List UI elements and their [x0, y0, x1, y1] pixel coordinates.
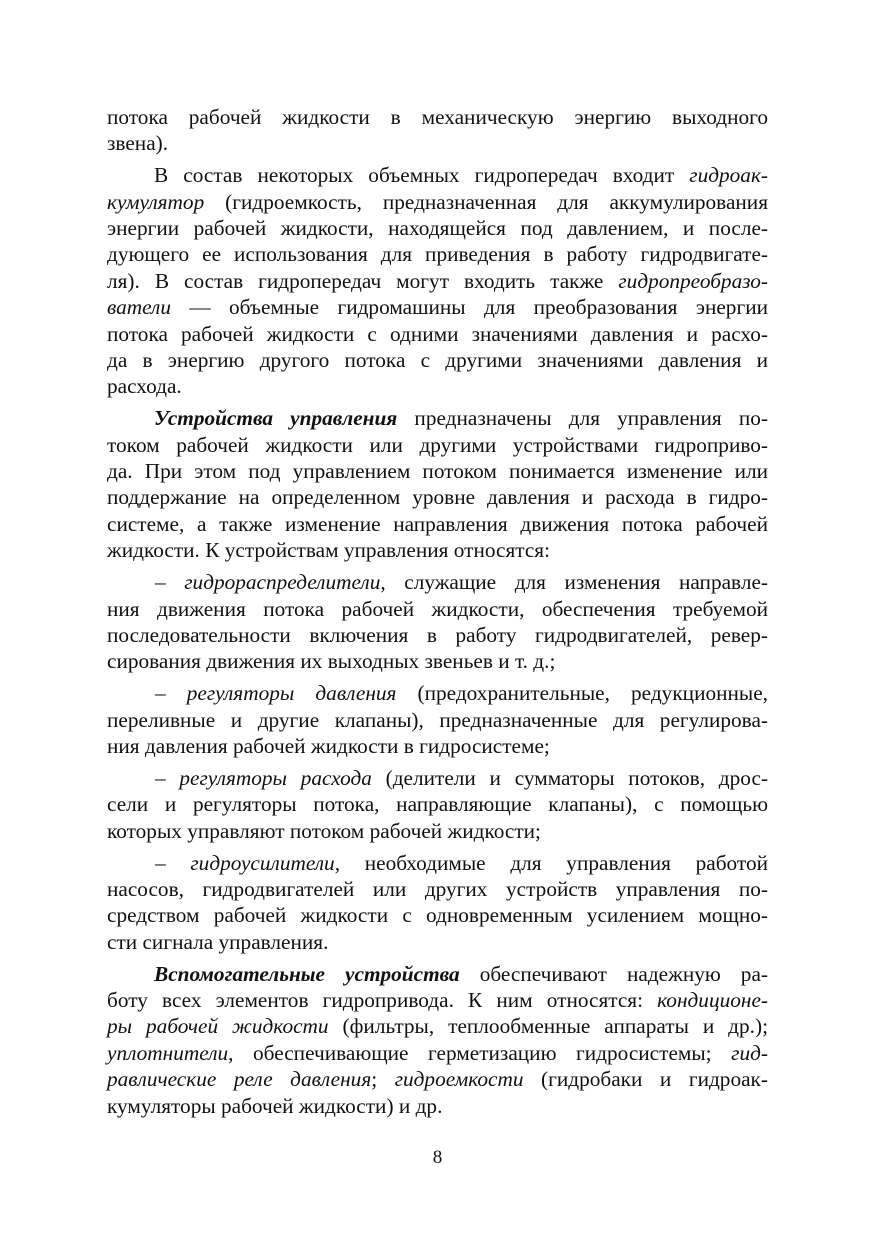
- term-gidroakkumulyator: гидроак-: [689, 163, 768, 188]
- text-line: ля). В состав гидропередач могут входить также гидропреобразо-: [107, 268, 768, 293]
- list-item-gidrousiliteli: [107, 850, 768, 956]
- text-line: ватели — объемные гидромашины для преобразования энергии: [107, 295, 768, 320]
- term-gidrousiliteli: гидроусилители: [190, 850, 335, 875]
- text-line: Вспомогательные устройства обеспечивают надежную ра-: [154, 961, 768, 986]
- text-line: дующего ее использования для приведения в работу гидродвигате-: [107, 242, 768, 267]
- section-term-control-devices: Устройства управления: [154, 406, 398, 431]
- text-line: сели и регуляторы потока, направляющие клапаны), с помощью: [107, 792, 768, 817]
- text-line: кумулятор (гидроемкость, предназначенная для аккумулирования: [107, 189, 768, 214]
- term-gidroakkumulyator: кумулятор: [107, 189, 205, 214]
- text-line: – регуляторы расхода (делители и сумматоры потоков, дрос-: [155, 765, 768, 790]
- page-number: 8: [432, 1147, 443, 1168]
- text-line: насосов, гидродвигателей или других устройств управления по-: [107, 876, 768, 901]
- list-item-flow-regulators: [107, 765, 768, 844]
- list-item-pressure-regulators: [107, 680, 768, 759]
- text-line: ры рабочей жидкости (фильтры, теплообменные аппараты и др.);: [107, 1014, 768, 1039]
- text-line: током рабочей жидкости или другими устройствами гидроприво-: [107, 432, 768, 457]
- text-line: да. При этом под управлением потоком понимается изменение или: [107, 459, 768, 484]
- paragraph-2: [107, 162, 768, 400]
- text-line: переливные и другие клапаны), предназначенные для регулирова-: [107, 707, 768, 732]
- text-line: средством рабочей жидкости с одновременным усилением мощно-: [107, 903, 768, 928]
- text-line: ния давления рабочей жидкости в гидросистеме;: [107, 733, 550, 758]
- text-line: энергии рабочей жидкости, находящейся под давлением, и после-: [107, 216, 768, 241]
- text-line: боту всех элементов гидропривода. К ним относятся: кондиционе-: [107, 988, 768, 1012]
- text-line: кумуляторы рабочей жидкости) и др.: [107, 1093, 443, 1118]
- text-line: – регуляторы давления (предохранительные, редукционные,: [155, 681, 768, 706]
- term-pressure-relays: равлические реле давления: [107, 1067, 372, 1092]
- text-line: которых управляют потоком рабочей жидкости;: [107, 818, 541, 843]
- term-gidroraspredeliteli: гидрораспределители: [184, 570, 381, 595]
- text-line: да в энергию другого потока с другими значениями давления и: [107, 348, 768, 373]
- term-pressure-regulators: регуляторы давления: [186, 681, 397, 706]
- text-line: сти сигнала управления.: [107, 929, 329, 954]
- text-line: уплотнители, обеспечивающие герметизацию гидросистемы; гид-: [107, 1040, 768, 1065]
- text-line: – гидрораспределители, служащие для изменения направле-: [155, 570, 768, 595]
- term-flow-regulators: регуляторы расхода: [179, 765, 372, 790]
- term-tanks: гидроемкости: [394, 1067, 524, 1092]
- text-line: сирования движения их выходных звеньев и т. д.;: [107, 649, 556, 674]
- term-gidropreobrazovateli: гидропреобразо-: [618, 268, 768, 293]
- text-line: потока рабочей жидкости с одними значениями давления и расхо-: [107, 321, 768, 346]
- paragraph-1: [107, 104, 768, 157]
- text-line: Устройства управления предназначены для управления по-: [154, 406, 768, 431]
- term-pressure-relays: гид-: [731, 1040, 768, 1065]
- term-conditioners: ры рабочей жидкости: [107, 1014, 329, 1039]
- term-gidropreobrazovateli: ватели: [107, 295, 171, 320]
- term-seals: уплотнители: [107, 1040, 229, 1065]
- text-line: В состав некоторых объемных гидропередач входит гидроак-: [154, 163, 768, 188]
- text-line: потока рабочей жидкости в механическую энергию выходного: [107, 105, 768, 129]
- page-body: [107, 104, 768, 1119]
- text-line: последовательности включения в работу гидродвигателей, ревер-: [107, 622, 768, 647]
- text-line: ния движения потока рабочей жидкости, обеспечения требуемой: [107, 596, 768, 621]
- section-term-auxiliary-devices: Вспомогательные устройства: [154, 961, 460, 986]
- text-line: – гидроусилители, необходимые для управления работой: [155, 850, 768, 875]
- text-line: поддержание на определенном уровне давления и расхода в гидро-: [107, 485, 768, 510]
- text-line: равлические реле давления; гидроемкости (гидробаки и гидроак-: [107, 1067, 768, 1092]
- text-line: расхода.: [107, 374, 182, 399]
- term-conditioners: кондиционе-: [657, 988, 768, 1012]
- text-line: жидкости. К устройствам управления относятся:: [107, 538, 551, 563]
- paragraph-3: [107, 405, 768, 563]
- text-line: звена).: [107, 131, 169, 156]
- paragraph-auxiliary-devices: [107, 961, 768, 1119]
- text-line: системе, а также изменение направления движения потока рабочей: [107, 511, 768, 536]
- list-item-gidroraspredeliteli: [107, 569, 768, 675]
